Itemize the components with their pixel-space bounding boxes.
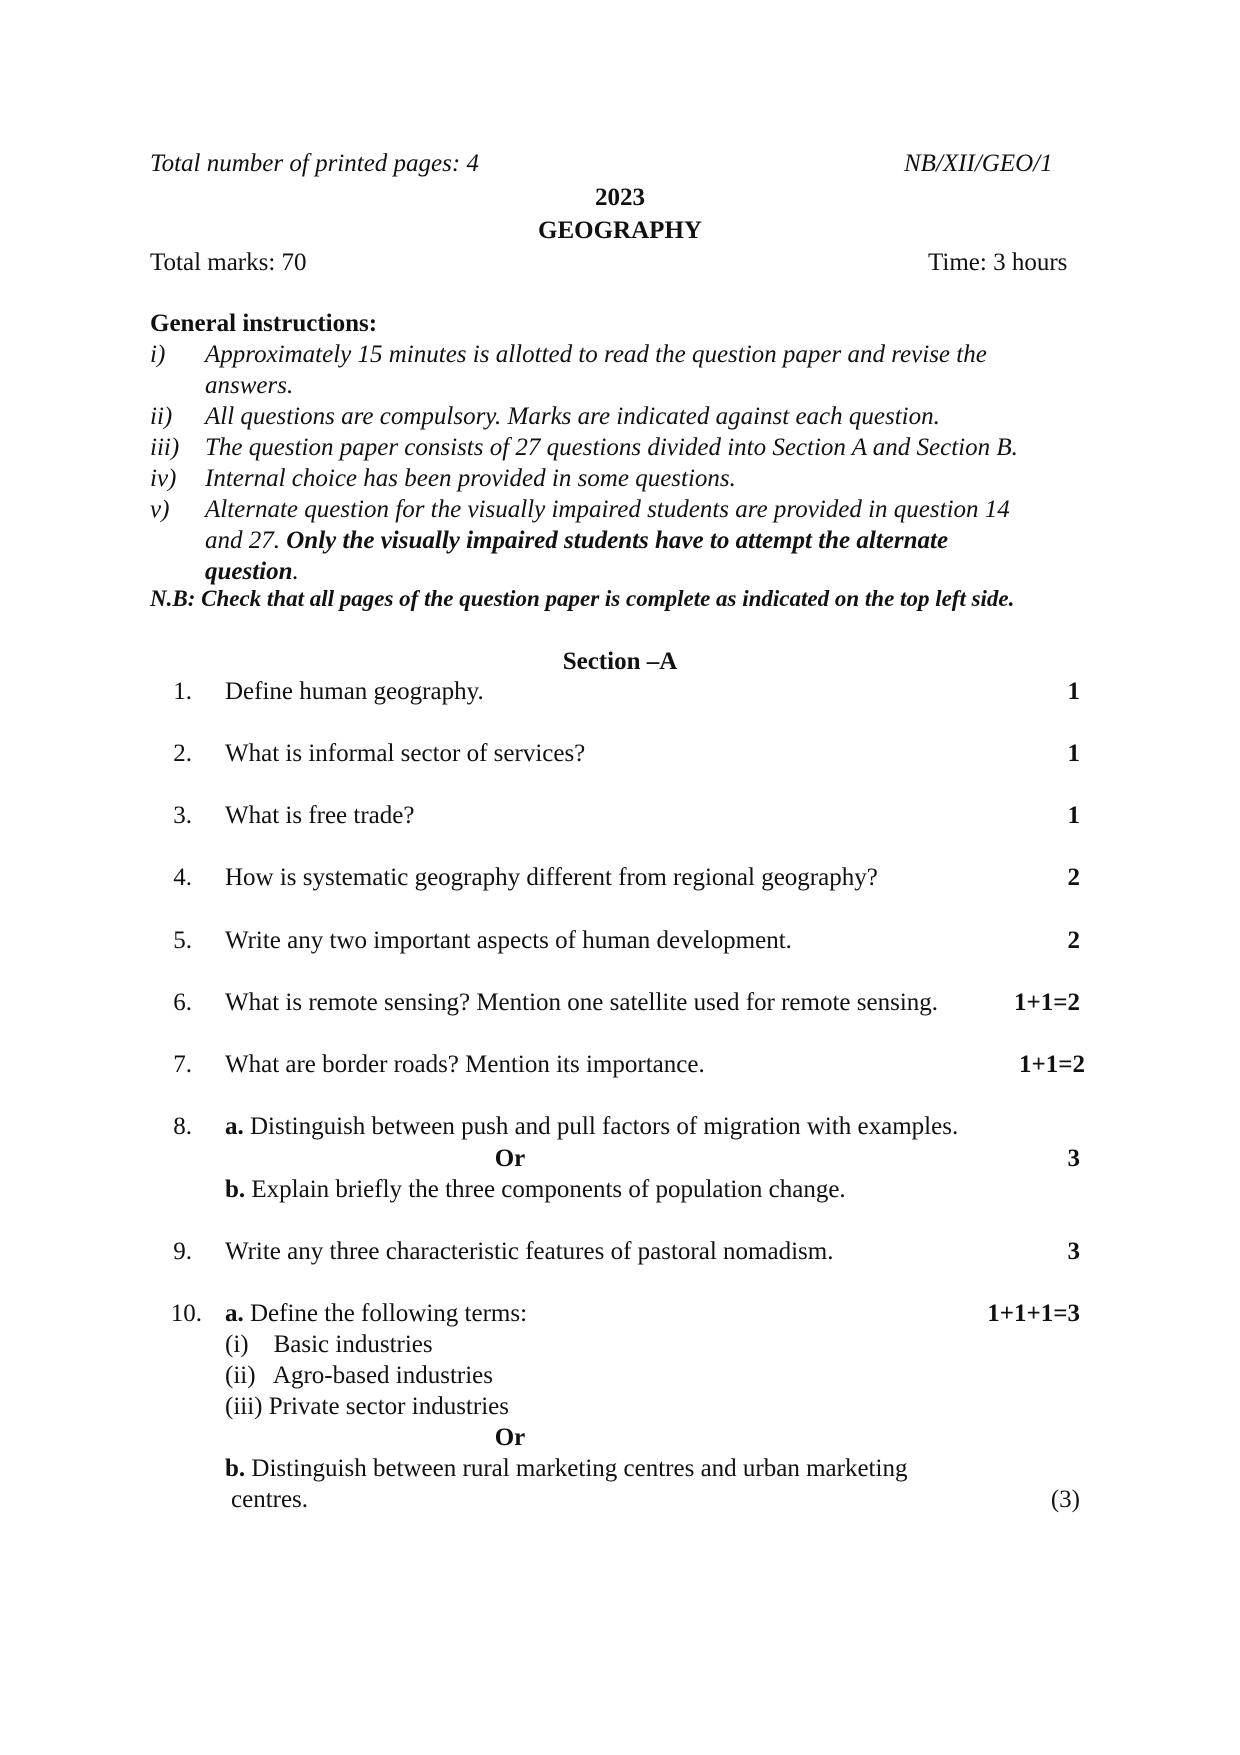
- question-text: Write any three characteristic features of pastoral nomadism.: [225, 1238, 834, 1265]
- question-marks: (3): [1050, 1486, 1080, 1513]
- paper-code: NB/XII/GEO/1: [904, 150, 1053, 177]
- question-text: What is remote sensing? Mention one satellite used for remote sensing.: [225, 989, 939, 1016]
- section-title: Section –A: [562, 648, 678, 675]
- question-text: What is informal sector of services?: [225, 740, 586, 767]
- instruction-text: Internal choice has been provided in some questions.: [205, 465, 736, 492]
- subject-title: GEOGRAPHY: [538, 217, 702, 244]
- question-marks: 3: [1067, 1145, 1080, 1172]
- time-allowed: Time: 3 hours: [928, 249, 1068, 276]
- question-marks: 1+1+1=3: [987, 1300, 1080, 1327]
- total-marks: Total marks: 70: [150, 249, 307, 276]
- instruction-text-part: .: [292, 558, 299, 585]
- instruction-num: iii): [150, 434, 180, 461]
- question-marks: 2: [1067, 864, 1080, 891]
- question-number: 2.: [173, 740, 192, 767]
- question-text: How is systematic geography different from regional geography?: [225, 864, 878, 891]
- or-separator: Or: [494, 1424, 526, 1451]
- question-text: Write any two important aspects of human development.: [225, 927, 792, 954]
- instruction-text: answers.: [205, 372, 294, 399]
- instruction-emphasis: Only the visually impaired students have to attempt the alternate: [286, 527, 949, 554]
- question-number: 8.: [173, 1113, 192, 1140]
- option-label: a.: [225, 1113, 244, 1140]
- question-number: 3.: [173, 802, 192, 829]
- option-text: Distinguish between push and pull factors of migration with examples.: [243, 1113, 959, 1140]
- question-marks: 1+1=2: [1014, 989, 1080, 1016]
- question-marks: 1: [1067, 740, 1080, 767]
- option-text: Distinguish between rural marketing centres and urban marketing: [245, 1455, 908, 1482]
- question-number: 5.: [173, 927, 192, 954]
- term-item: (ii) Agro-based industries: [225, 1362, 494, 1389]
- exam-year: 2023: [595, 184, 645, 211]
- instruction-text: The question paper consists of 27 questions divided into Section A and Section B.: [205, 434, 1018, 461]
- question-text: Define human geography.: [225, 678, 484, 705]
- question-marks: 2: [1067, 927, 1080, 954]
- question-text: What is free trade?: [225, 802, 415, 829]
- instruction-num: v): [150, 496, 170, 523]
- question-text: [225, 1300, 527, 1329]
- nb-note: N.B: Check that all pages of the question paper is complete as indicated on the top left side.: [150, 586, 1015, 611]
- option-label: b.: [225, 1455, 246, 1482]
- instructions-title: General instructions:: [150, 310, 378, 337]
- instruction-num: ii): [150, 403, 173, 430]
- question-text: [225, 1455, 907, 1484]
- question-marks: 1: [1067, 802, 1080, 829]
- term-item: (i) Basic industries: [225, 1331, 433, 1358]
- instruction-num: iv): [150, 465, 177, 492]
- question-number: 10.: [170, 1300, 202, 1327]
- question-marks: 3: [1067, 1238, 1080, 1265]
- instruction-emphasis: question: [205, 558, 293, 585]
- question-text: centres.: [231, 1486, 309, 1513]
- term-item: (iii) Private sector industries: [225, 1393, 509, 1420]
- question-number: 4.: [173, 864, 192, 891]
- instruction-text: [205, 558, 299, 587]
- instruction-text-part: and 27.: [205, 527, 287, 554]
- question-marks: 1: [1067, 678, 1080, 705]
- question-number: 6.: [173, 989, 192, 1016]
- option-label: b.: [225, 1176, 246, 1203]
- question-text: [225, 1113, 958, 1142]
- instruction-num: i): [150, 341, 166, 368]
- instruction-text: All questions are compulsory. Marks are indicated against each question.: [205, 403, 940, 430]
- instruction-text: Approximately 15 minutes is allotted to read the question paper and revise the: [205, 341, 987, 368]
- total-pages-text: Total number of printed pages: 4: [150, 150, 479, 177]
- option-text: Define the following terms:: [243, 1300, 528, 1327]
- or-separator: Or: [494, 1145, 526, 1172]
- question-number: 1.: [173, 678, 192, 705]
- question-text: [225, 1176, 846, 1205]
- question-marks: 1+1=2: [1019, 1051, 1085, 1078]
- instruction-text: Alternate question for the visually impaired students are provided in question 14: [205, 496, 1010, 523]
- question-text: What are border roads? Mention its importance.: [225, 1051, 705, 1078]
- instruction-text: [205, 527, 948, 556]
- option-label: a.: [225, 1300, 244, 1327]
- question-number: 7.: [173, 1051, 192, 1078]
- option-text: Explain briefly the three components of population change.: [245, 1176, 846, 1203]
- question-number: 9.: [173, 1238, 192, 1265]
